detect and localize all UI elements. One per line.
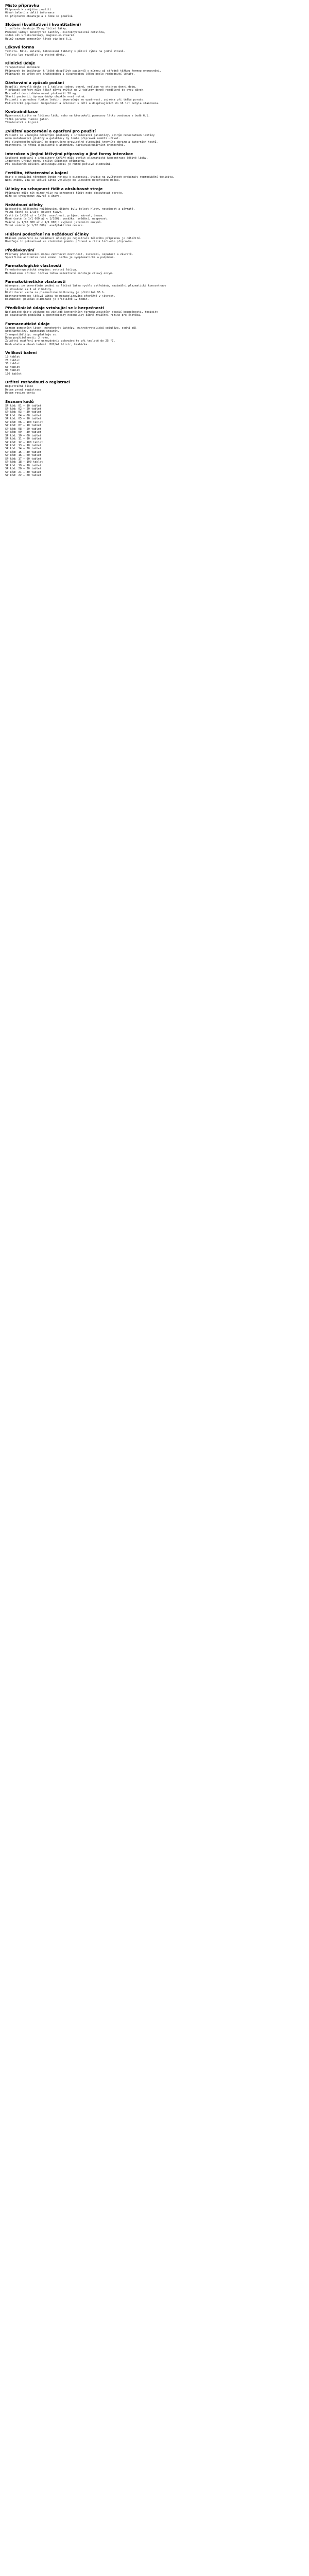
section-text: Datum revize textu — [5, 392, 35, 395]
code-table-row: SP kód: 09 — 30 tablet — [5, 431, 42, 434]
section-text: 10 tablet — [5, 355, 20, 359]
section-text: Při současném užívání antikoagulancií je nutné pečlivé sledování. — [5, 163, 112, 166]
section-heading: Fertilita, těhotenství a kojení — [5, 170, 68, 175]
section-heading: Farmaceutické údaje — [5, 321, 50, 326]
section-text: 1 tableta obsahuje 25 mg léčivé látky. — [5, 27, 68, 31]
section-heading: Hlášení podezření na nežádoucí účinky — [5, 231, 89, 236]
code-table-row: SP kód: 03 — 30 tablet — [5, 411, 42, 414]
section-text: Těžká porucha funkce jater. — [5, 117, 50, 121]
section-heading: Farmakologické vlastnosti — [5, 263, 61, 268]
code-table-row: SP kód: 08 — 20 tablet — [5, 427, 42, 431]
section-text: nebo malabsorpcí glukózy a galaktózy by tento přípravek neměli užívat. — [5, 137, 121, 141]
section-heading: Složení (kvalitativní i kvantitativní) — [5, 22, 81, 27]
section-text: Hypersenzitivita na léčivou látku nebo na kteroukoli pomocnou látku uvedenou v bodě 6.1. — [5, 114, 150, 118]
section-text: Dospělí: obvyklá dávka je 1 tableta jednou denně, nejlépe ve stejnou denní dobu. — [5, 85, 137, 89]
section-text: Přípravek může mít mírný vliv na schopnost řídit nebo obsluhovat stroje. — [5, 191, 124, 195]
code-table-heading: Seznam kódů — [5, 399, 34, 404]
section-text: Datum první registrace — [5, 388, 42, 392]
section-text: Tableta. Bílé, kulaté, bikonvexní tablety s půlicí rýhou na jedné straně. — [5, 50, 125, 54]
section-heading: Místo přípravku — [5, 3, 39, 8]
section-text: Přípravek k vnějšímu použití — [5, 8, 52, 12]
section-text: Zvláštní opatření pro uchovávání: uchovávejte při teplotě do 25 °C. — [5, 340, 115, 343]
section-text: Vzácné (≥ 1/10 000 až < 1/1 000): zvýšení jaterních enzymů. — [5, 221, 102, 224]
section-heading: Léková forma — [5, 45, 35, 50]
code-table-row: SP kód: 10 — 60 tablet — [5, 434, 42, 437]
section-heading: Účinky na schopnost řídit a obsluhovat stroje — [5, 186, 103, 191]
code-table-row: SP kód: 07 — 10 tablet — [5, 424, 42, 428]
section-text: Těhotenství a kojení. — [5, 121, 40, 125]
section-text: sodná sůl kroskarmelózy, magnesium-stearát. — [5, 34, 76, 38]
section-heading: Farmakokinetické vlastnosti — [5, 279, 66, 284]
code-table-row: SP kód: 12 — 100 tablet — [5, 440, 43, 444]
section-text: Časté (≥ 1/100 až < 1/10): nevolnost, průjem, závrať, únava. — [5, 214, 104, 217]
section-text: Velmi časté (≥ 1/10): bolest hlavy. — [5, 211, 63, 214]
section-text: Biotransformace: léčivá látka je metabolizována převážně v játrech. — [5, 294, 115, 298]
code-table-row: SP kód: 04 — 60 tablet — [5, 414, 42, 417]
section-heading: Nežádoucí účinky — [5, 202, 43, 207]
section-text: Přípravek je indikován k léčbě dospělých pacientů s mírnou až středně těžkou formou onemocnění. — [5, 69, 161, 73]
code-table-row: SP kód: 16 — 60 tablet — [5, 454, 42, 457]
section-text: Obsah balení a další informace — [5, 11, 55, 15]
section-heading: Kontraindikace — [5, 109, 38, 114]
section-text: Registrační číslo — [5, 385, 33, 388]
section-text: Umožňuje to pokračovat ve sledování poměru přínosů a rizik léčivého přípravku. — [5, 240, 133, 244]
code-table-row: SP kód: 13 — 10 tablet — [5, 444, 42, 447]
section-text: Současné podávání s inhibitory CYP3A4 může zvýšit plazmatické koncentrace léčivé látky. — [5, 156, 148, 160]
section-text: Pomocné látky: monohydrát laktózy, mikrokrystalická celulóza, — [5, 30, 106, 34]
code-table-row: SP kód: 15 — 30 tablet — [5, 450, 42, 454]
section-text: Farmakoterapeutická skupina: ostatní léčiva. — [5, 268, 78, 272]
section-text: Úplný seznam pomocných látek viz bod 6.1. — [5, 37, 73, 41]
section-text: Terapeutické indikace — [5, 66, 40, 70]
code-table-row: SP kód: 21 — 30 tablet — [5, 470, 42, 474]
document-page — [5, 0, 304, 478]
section-text: Méně časté (≥ 1/1 000 až < 1/100): vyrážka, svědění, nespavost. — [5, 217, 109, 221]
section-text: V případě potřeby může lékař dávku zvýšit na 2 tablety denně rozdělené do dvou dávek. — [5, 89, 145, 92]
section-text: je dosaženo za 1 až 2 hodiny. — [5, 287, 53, 291]
section-text: Druh obalu a obsah balení: PVC/Al blistr, krabička. — [5, 343, 89, 346]
section-text: Seznam pomocných látek: monohydrát laktózy, mikrokrystalická celulóza, sodná sůl — [5, 326, 137, 330]
section-text: Příznaky předávkování mohou zahrnovat nevolnost, zvracení, ospalost a závratě. — [5, 252, 133, 256]
section-text: Inkompatibility: neuplatňuje se. — [5, 333, 58, 336]
section-text: 90 tablet — [5, 369, 20, 372]
section-text: Hlášení podezření na nežádoucí účinky po registraci léčivého přípravku je důležité. — [5, 236, 142, 240]
section-heading: Velikost balení — [5, 350, 37, 355]
code-table-row: SP kód: 18 — 100 tablet — [5, 461, 43, 464]
section-text: Nejčastěji hlášenými nežádoucími účinky byly bolest hlavy, nevolnost a závratě. — [5, 207, 135, 211]
section-text: po opakovaném podávání a genotoxicity neodhalily žádné zvláštní riziko pro člověka. — [5, 314, 142, 317]
section-text: 60 tablet — [5, 365, 20, 369]
section-text: Údaje o podávání těhotným ženám nejsou k dispozici. Studie na zvířatech prokázaly reprodukční toxicitu. — [5, 175, 175, 179]
section-heading: Držitel rozhodnutí o registraci — [5, 380, 70, 385]
section-heading: Dávkování a způsob podání — [5, 80, 64, 85]
section-text: Maximální denní dávka nesmí překročit 50 mg. — [5, 92, 78, 95]
section-text: kroskarmelózy, magnesium-stearát. — [5, 330, 60, 333]
section-text: Co přípravek obsahuje a k čemu se používá — [5, 14, 73, 18]
code-table-row: SP kód: 17 — 90 tablet — [5, 457, 42, 461]
code-table-row: SP kód: 20 — 20 tablet — [5, 467, 42, 471]
section-text: Eliminace: poločas eliminace je přibližně 12 hodin. — [5, 298, 89, 301]
section-heading: Předávkování — [5, 247, 35, 252]
section-text: Specifické antidotum není známo. Léčba je symptomatická a podpůrná. — [5, 256, 115, 259]
section-text: Induktory CYP3A4 mohou snížit účinnost přípravku. — [5, 160, 86, 163]
code-table-row: SP kód: 06 — 100 tablet — [5, 420, 43, 424]
code-table-row: SP kód: 01 — 10 tablet — [5, 404, 42, 408]
section-text: Pacienti s poruchou funkce ledvin: doporučuje se opatrnost, zejména při těžké poruše. — [5, 98, 145, 102]
section-text: Mechanismus účinku: léčivá látka selektivně inhibuje cílový enzym. — [5, 272, 114, 275]
section-heading: Klinické údaje — [5, 61, 36, 66]
section-text: Není známo, zda se léčivá látka vylučuje do lidského mateřského mléka. — [5, 179, 121, 182]
section-text: Doba použitelnosti: 3 roky. — [5, 336, 50, 340]
section-text: Pediatrická populace: bezpečnost a účinnost u dětí a dospívajících do 18 let nebyla stanovena. — [5, 101, 160, 105]
section-text: Pacienti se vzácnými dědičnými problémy s intolerancí galaktózy, úplným nedostatkem laktázy — [5, 133, 155, 137]
section-heading: Zvláštní upozornění a opatření pro použití — [5, 128, 96, 133]
section-text: Přípravek je určen pro krátkodobou i dlouhodobou léčbu podle rozhodnutí lékaře. — [5, 73, 135, 76]
code-table-row: SP kód: 05 — 90 tablet — [5, 417, 42, 421]
code-table-row: SP kód: 11 — 90 tablet — [5, 437, 42, 441]
section-text: 100 tablet — [5, 372, 22, 376]
section-text: 30 tablet — [5, 362, 20, 366]
code-table-row: SP kód: 19 — 10 tablet — [5, 464, 42, 467]
section-text: Při dlouhodobém užívání je doporučeno pravidelné sledování krevního obrazu a jaterních testů. — [5, 140, 158, 144]
section-text: Neklinické údaje získané na základě konvenčních farmakologických studií bezpečnosti, toxicity — [5, 310, 158, 314]
section-text: Může se vyskytnout závrať a únava. — [5, 195, 61, 198]
section-text: Absorpce: po perorálním podání se léčivá látka rychle vstřebává, maximální plazmatické koncentrace — [5, 284, 166, 288]
section-heading: Interakce s jinými léčivými přípravky a jiné formy interakce — [5, 151, 133, 156]
code-table-row: SP kód: 14 — 20 tablet — [5, 447, 42, 451]
section-text: Velmi vzácné (< 1/10 000): anafylaktická reakce. — [5, 224, 84, 228]
code-table-row: SP kód: 22 — 60 tablet — [5, 474, 42, 478]
section-heading: Předklinické údaje vztahující se k bezpečnosti — [5, 305, 104, 310]
code-table-row: SP kód: 02 — 20 tablet — [5, 407, 42, 411]
section-text: 20 tablet — [5, 359, 20, 362]
section-text: Distribuce: vazba na plazmatické bílkoviny je přibližně 95 %. — [5, 291, 106, 295]
section-text: Starší pacienti: úprava dávky obvykle není nutná. — [5, 95, 86, 98]
section-text: Opatrnosti je třeba u pacientů s anamnézou kardiovaskulárních onemocnění. — [5, 144, 125, 147]
section-text: Tabletu lze rozdělit na stejné dávky. — [5, 53, 66, 57]
